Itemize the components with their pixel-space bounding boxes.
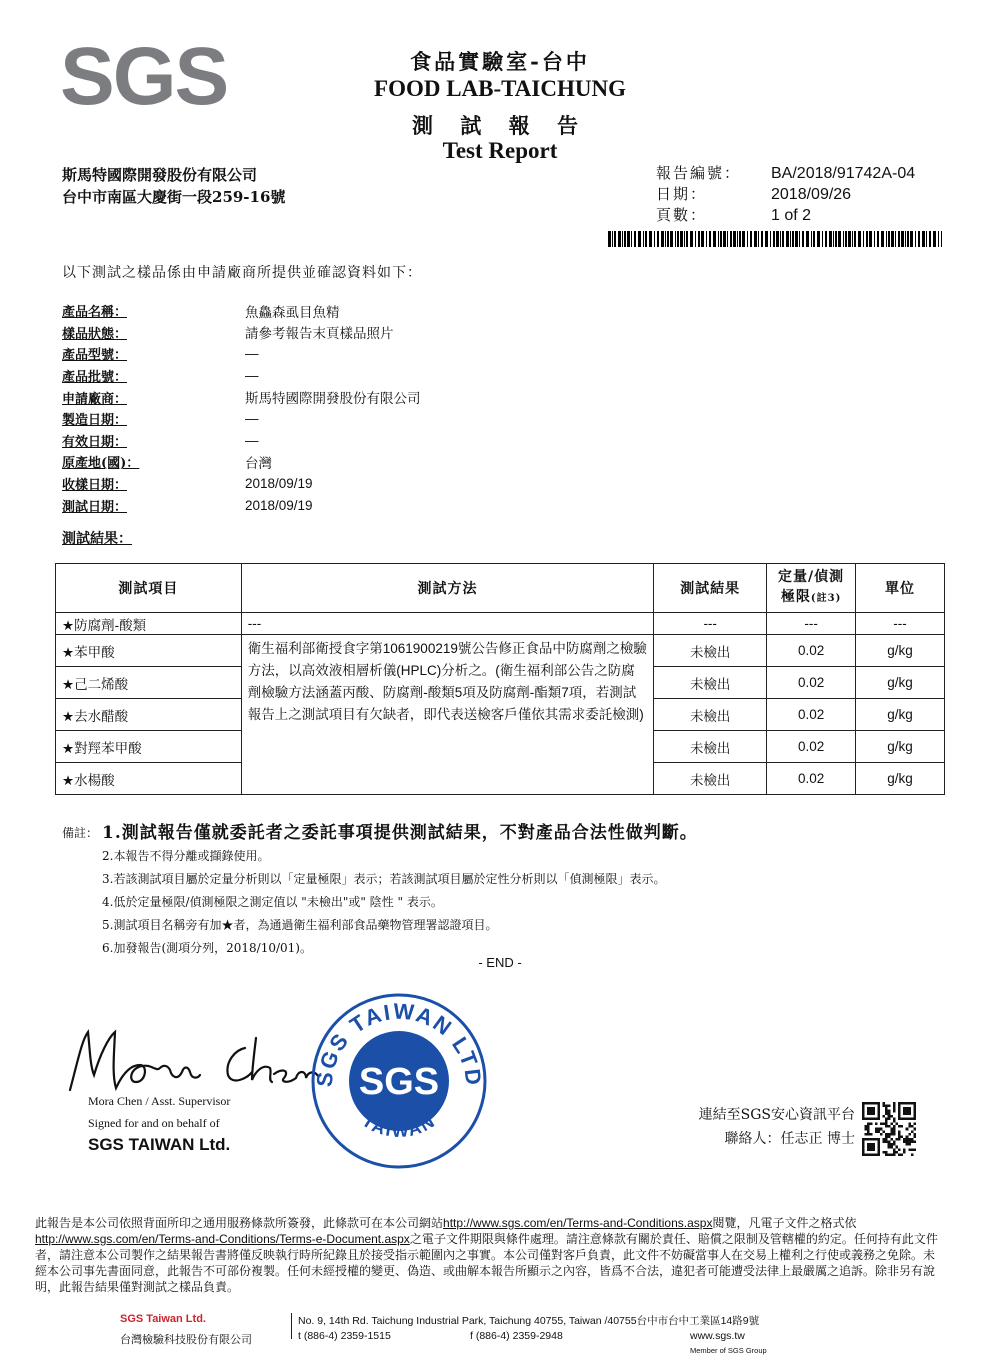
col-header-limit: 定量/偵測 極限(註3) (767, 564, 856, 613)
note-item: 2.本報告不得分離或擷錄使用。 (102, 849, 270, 863)
lab-title-zh: 食品實驗室-台中 (410, 49, 590, 74)
footer-web[interactable]: www.sgs.tw (690, 1330, 745, 1342)
date-label: 日期： (656, 185, 708, 203)
results-table (55, 563, 945, 795)
field-label: 有效日期： (62, 434, 128, 450)
signer-company: SGS TAIWAN Ltd. (88, 1135, 231, 1154)
field-row (62, 473, 421, 495)
table-row (56, 635, 945, 667)
field-value: 魚鱻森虱目魚精 (245, 304, 340, 320)
page-count: 1 of 2 (771, 207, 812, 224)
field-label: 製造日期： (62, 413, 128, 429)
results-title: 測試結果： (62, 531, 132, 547)
report-date: 2018/09/26 (771, 186, 852, 203)
lab-title-en: FOOD LAB-TAICHUNG (374, 76, 626, 101)
cell-item: ★對羥苯甲酸 (56, 731, 242, 763)
field-label: 產品名稱： (62, 305, 128, 321)
field-label: 收樣日期： (62, 478, 128, 494)
signed-for: Signed for and on behalf of (88, 1116, 220, 1130)
cell-unit: g/kg (856, 763, 945, 795)
cell-result: 未檢出 (654, 731, 767, 763)
note-item: 6.加發報告(測項分列，2018/10/01)。 (102, 941, 312, 955)
footer-tel: t (886-4) 2359-1515 (298, 1330, 391, 1342)
notes (62, 822, 698, 960)
field-row (62, 408, 421, 430)
end-marker: - END - (478, 955, 522, 970)
col-header-unit: 單位 (856, 564, 945, 613)
field-row (62, 386, 421, 408)
footer-address: No. 9, 14th Rd. Taichung Industrial Park, Taichung 40755, Taiwan /40755台中市台中工業區14路9號 (298, 1315, 760, 1327)
field-row (62, 451, 421, 473)
cell-unit: g/kg (856, 731, 945, 763)
client-address: 台中市南區大慶街一段259-16號 (62, 188, 286, 206)
cell-limit: 0.02 (767, 635, 856, 667)
cell-limit: 0.02 (767, 763, 856, 795)
table-header-row (56, 564, 945, 613)
field-row (62, 430, 421, 452)
field-value: 斯馬特國際開發股份有限公司 (245, 391, 421, 407)
footer-divider (291, 1313, 292, 1339)
sgs-logo: SGS (60, 31, 228, 122)
col-header-result: 測試結果 (654, 564, 767, 613)
field-row (62, 322, 421, 344)
field-value: 2018/09/19 (245, 476, 313, 492)
field-value: — (245, 411, 259, 427)
platform-link-text[interactable]: 連結至SGS安心資訊平台 (698, 1107, 855, 1123)
cell-result: 未檢出 (654, 635, 767, 667)
field-label: 原產地(國)： (62, 456, 140, 472)
cell-method-text: 衛生福利部衛授食字第1061900219號公告修正食品中防腐劑之檢驗方法，以高效液相層析儀(HPLC)分析之。(衛生福利部公告之防腐劑檢驗方法涵蓋丙酸、防腐劑-酸類5項及防腐劑-酯類7項，若測試報告上之測試項目有欠缺者，即代表送檢客戶僅依其需求委託檢測) (241, 635, 654, 795)
cell-item: ★去水醋酸 (56, 699, 242, 731)
signer-name-title: Mora Chen / Asst. Supervisor (88, 1094, 231, 1108)
field-row (62, 300, 421, 322)
note-item: 5.測試項目名稱旁有加★者，為通過衛生福利部食品藥物管理署認證項目。 (102, 918, 498, 932)
field-value: 台灣 (245, 455, 272, 471)
cell-unit: g/kg (856, 699, 945, 731)
field-value: — (245, 432, 259, 448)
sample-fields (62, 300, 421, 516)
cell-item: ★苯甲酸 (56, 635, 242, 667)
client-name: 斯馬特國際開發股份有限公司 (62, 166, 258, 184)
cell-item: ★己二烯酸 (56, 667, 242, 699)
table-row (56, 613, 945, 635)
contact-block (675, 1103, 855, 1151)
field-label: 樣品狀態： (62, 326, 128, 342)
cell-limit: 0.02 (767, 731, 856, 763)
signature-block (88, 1090, 230, 1156)
qr-code-icon[interactable] (862, 1102, 916, 1156)
cell-unit: g/kg (856, 667, 945, 699)
cell-limit: --- (767, 613, 856, 635)
note-item: 4.低於定量極限/偵測極限之測定值以 "未檢出"或" 陰性 " 表示。 (102, 895, 443, 909)
report-no: BA/2018/91742A-04 (771, 165, 916, 182)
note-item: 1.測試報告僅就委託者之委託事項提供測試結果，不對產品合法性做判斷。 (102, 823, 698, 843)
cell-item: ★水楊酸 (56, 763, 242, 795)
notes-label: 備註： (62, 826, 99, 840)
field-row (62, 343, 421, 365)
sgs-taiwan-stamp (308, 990, 490, 1172)
cell-result: 未檢出 (654, 763, 767, 795)
report-title-en: Test Report (442, 138, 558, 163)
field-value: 2018/09/19 (245, 497, 313, 513)
disclaimer: 此報告是本公司依照背面所印之通用服務條款所簽發，此條款可在本公司網站http://www.sgs.com/en/Terms-and-Conditions.aspx閱覽，凡電子文件之格式依http://www.sgs.com/en/Terms-and-Conditions/Terms-e-Document.aspx之電子文件期限與條件處理。請注意條款有關於責任、賠償之限制及管轄權的約定。任何持有此文件者，請注意本公司製作之結果報告書將僅反映執行時所紀錄且於接受指示範圍內之事實。本公司僅對客戶負責，此文件不妨礙當事人在交易上權利之行使或義務之免除。未經本公司事先書面同意，此報告不可部份複製。任何未經授權的變更、偽造、或曲解本報告所顯示之內容，皆爲不合法，違犯者可能遭受法律上最嚴厲之追訴。除非另有說明，此報告結果僅對測試之樣品負責。 (35, 1216, 938, 1294)
cell-method: --- (241, 613, 654, 635)
svg-text:SGS: SGS (358, 1061, 440, 1103)
note-item: 3.若該測試項目屬於定量分析則以「定量極限」表示；若該測試項目屬於定性分析則以「偵測極限」表示。 (102, 872, 666, 886)
barcode-icon (608, 231, 942, 247)
field-value: — (245, 368, 259, 384)
cell-unit: --- (856, 613, 945, 635)
cell-limit: 0.02 (767, 699, 856, 731)
field-value: — (245, 346, 259, 362)
footer-company-zh: 台灣檢驗科技股份有限公司 (120, 1333, 252, 1346)
field-label: 產品型號： (62, 348, 128, 364)
contact-person: 聯絡人：任志正 博士 (724, 1131, 855, 1147)
signature-icon (60, 1020, 320, 1095)
client-block (62, 164, 285, 208)
cell-result: 未檢出 (654, 699, 767, 731)
e-document-terms-link[interactable]: http://www.sgs.com/en/Terms-and-Conditions/Terms-e-Document.aspx (35, 1232, 410, 1246)
report-no-label: 報告編號： (656, 164, 742, 182)
field-label: 申請廠商： (62, 391, 128, 407)
field-value: 請參考報告末頁樣品照片 (245, 326, 394, 342)
field-label: 產品批號： (62, 370, 128, 386)
field-row (62, 365, 421, 387)
cell-result: 未檢出 (654, 667, 767, 699)
cell-limit: 0.02 (767, 667, 856, 699)
field-row (62, 494, 421, 516)
svg-text:SGS TAIWAN LTD: SGS TAIWAN LTD (311, 998, 487, 1089)
intro-text: 以下測試之樣品係由申請廠商所提供並確認資料如下： (62, 265, 422, 281)
col-header-item: 測試項目 (56, 564, 242, 613)
footer-member: Member of SGS Group (690, 1346, 767, 1355)
terms-link[interactable]: http://www.sgs.com/en/Terms-and-Conditions.aspx (443, 1216, 713, 1230)
col-header-method: 測試方法 (241, 564, 654, 613)
cell-result: --- (654, 613, 767, 635)
footer-fax: f (886-4) 2359-2948 (470, 1330, 563, 1342)
field-label: 測試日期： (62, 499, 128, 515)
cell-item: ★防腐劑-酸類 (56, 613, 242, 635)
report-meta (656, 163, 915, 226)
report-title-zh: 測 試 報 告 (412, 113, 588, 138)
pages-label: 頁數： (656, 206, 708, 224)
footer-company-en: SGS Taiwan Ltd. (120, 1313, 206, 1325)
cell-unit: g/kg (856, 635, 945, 667)
svg-text:TAIWAN: TAIWAN (358, 1110, 440, 1141)
